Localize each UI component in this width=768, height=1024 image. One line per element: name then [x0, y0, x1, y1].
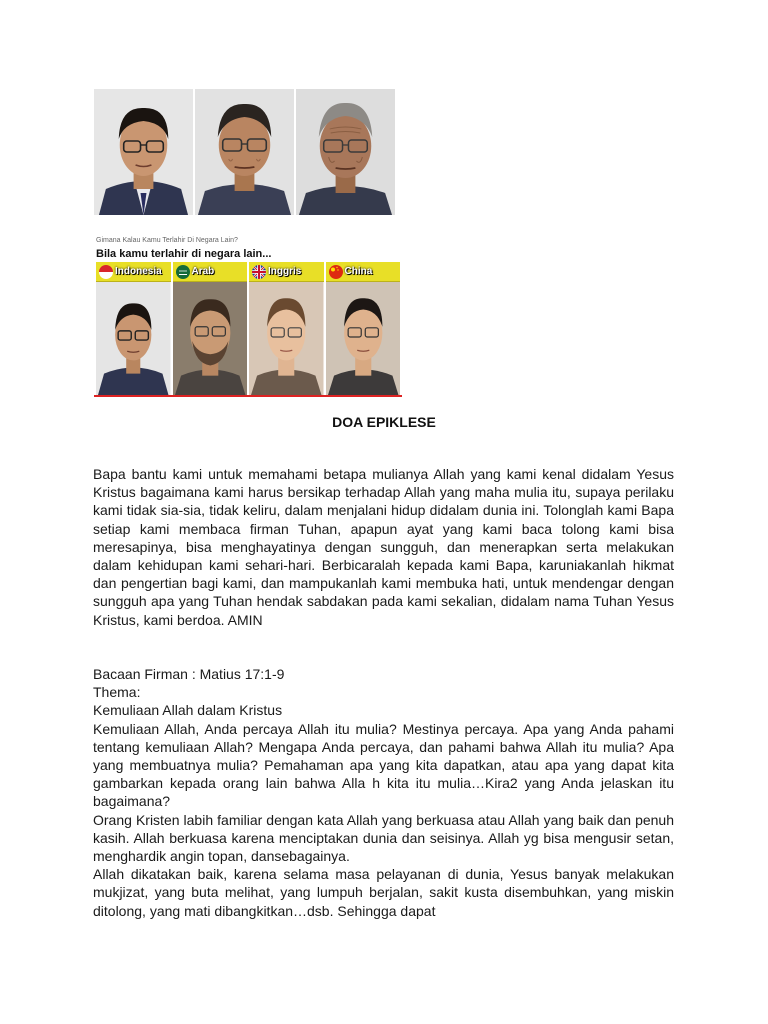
meme-panel-label: Indonesia	[115, 266, 162, 277]
meme-panel-china	[326, 262, 401, 395]
meme-panel-label: Inggris	[268, 266, 302, 277]
meme-panel-arab	[173, 262, 248, 395]
theme-text: Kemuliaan Allah dalam Kristus	[93, 702, 283, 719]
document-title: DOA EPIKLESE	[332, 414, 436, 430]
meme-panel-header	[249, 262, 324, 282]
meme-panel-label: China	[344, 266, 373, 277]
meme-face-photo	[326, 282, 401, 395]
nationality-meme-image	[94, 233, 402, 395]
body-paragraph: Kemuliaan Allah, Anda percaya Allah itu mulia? Mestinya percaya. Apa yang Anda pahami tentang kemuliaan Allah? Mengapa Anda percaya, dan pahami bahwa Allah itu mulia? Apa yang membuatnya mulia? Pemahaman apa yang kita dapatkan, atau apa yang dapat kita gambarkan kepada orang lain bahwa Alla h kita itu mulia…Kira2 yang Anda jelaskan itu bagaimana?	[93, 720, 674, 810]
portrait-photo-middle	[195, 89, 294, 215]
meme-panel-header	[326, 262, 401, 282]
meme-panel-label: Arab	[191, 266, 215, 277]
body-paragraph: Allah dikatakan baik, karena selama masa pelayanan di dunia, Yesus banyak melakukan mukjizat, yang buta melihat, yang lumpuh berjalan, sakit kusta disembuhkan, yang miskin ditolong, yang mati dibangkitkan…dsb. Sehingga dapat	[93, 866, 674, 919]
sermon-section	[93, 665, 674, 920]
china-flag-icon	[329, 265, 343, 279]
meme-subtitle: Gimana Kalau Kamu Terlahir Di Negara Lain?	[96, 237, 238, 244]
theme-label: Thema:	[93, 684, 141, 701]
aging-photo-strip	[94, 89, 395, 215]
uk-flag-icon	[252, 265, 266, 279]
meme-title: Bila kamu terlahir di negara lain...	[96, 248, 272, 260]
meme-panel-header	[173, 262, 248, 282]
meme-face-photo	[249, 282, 324, 395]
meme-panel-indonesia	[96, 262, 171, 395]
body-paragraph: Orang Kristen labih familiar dengan kata Allah yang berkuasa atau Allah yang baik dan penuh kasih. Allah berkuasa karena menciptakan dunia dan seisinya. Allah yg bisa mengusir setan, menghardik angin topan, dansebagainya.	[93, 811, 674, 865]
meme-panel-grid	[96, 262, 400, 395]
scripture-reading-line: Bacaan Firman : Matius 17:1-9	[93, 666, 285, 682]
meme-face-photo	[173, 282, 248, 395]
portrait-photo-young	[94, 89, 193, 215]
meme-panel-header	[96, 262, 171, 282]
meme-bottom-border	[94, 395, 402, 397]
meme-face-photo	[96, 282, 171, 395]
prayer-paragraph: Bapa bantu kami untuk memahami betapa mulianya Allah yang kami kenal didalam Yesus Kristus bagaimana kami harus bersikap terhadap Allah yang maha mulia itu, supaya perilaku kami tidak sia-sia, tidak keliru, dalam menjalani hidup didalam dunia ini. Tolonglah kami Bapa setiap kami membaca firman Tuhan, apapun ayat yang kami baca tolong kami bisa meresapinya, bisa menghayatinya dengan sungguh, dan menerapkan serta melakukan dalam kehidupan kami sehari-hari. Berbicaralah kepada kami Bapa, karuniakanlah hikmat dan pengertian bagi kami, dan mampukanlah kami membuka hati, untuk mendengar dengan sungguh apa yang Tuhan hendak sabdakan pada kami sekalian, didalam nama Tuhan Yesus Kristus, kami berdoa. AMIN	[93, 466, 674, 628]
indonesia-flag-icon	[99, 265, 113, 279]
saudi-flag-icon	[176, 265, 190, 279]
portrait-photo-old	[296, 89, 395, 215]
meme-panel-inggris	[249, 262, 324, 395]
